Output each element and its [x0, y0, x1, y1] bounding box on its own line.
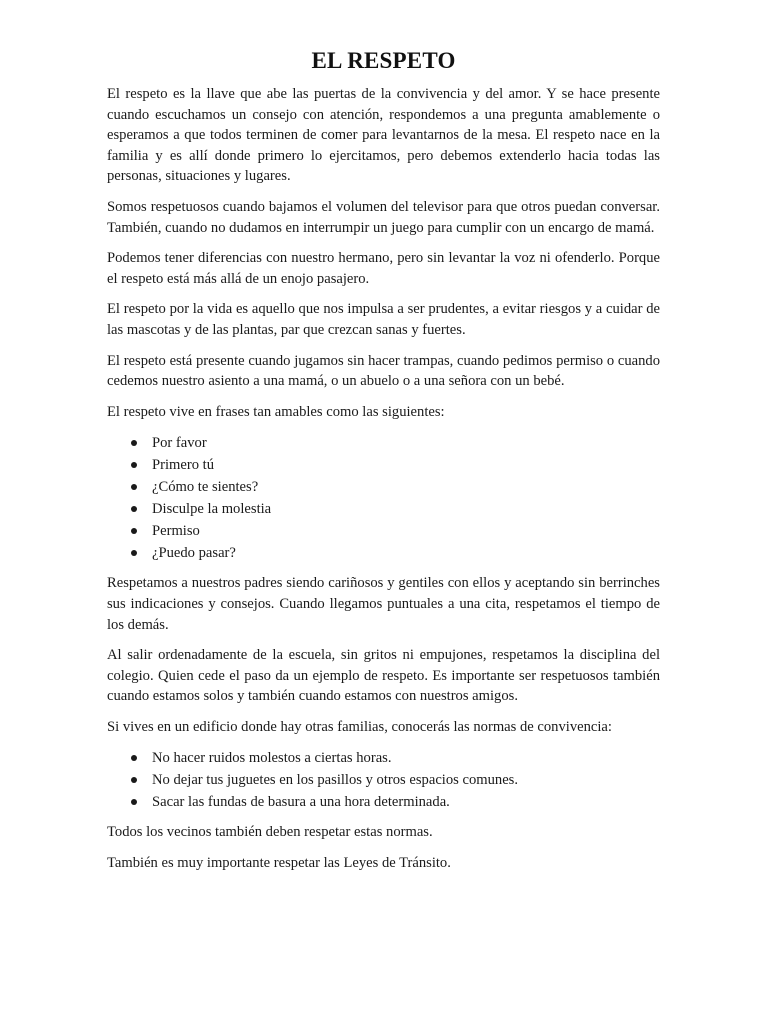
- rule-text: No dejar tus juguetes en los pasillos y otros espacios comunes.: [152, 772, 518, 789]
- list-item: [107, 476, 660, 498]
- paragraph-traffic: También es muy importante respetar las Leyes de Tránsito.: [107, 855, 451, 872]
- list-item: [107, 454, 660, 476]
- document-page: [107, 46, 660, 884]
- paragraph-intro: El respeto es la llave que abe las puertas de la convivencia y del amor. Y se hace presente cuando escuchamos un consejo con atención, respondemos a una pregunta amablemente o esperamos a que todos terminen de comer para levantarnos de la mesa. El respeto nace en la familia y es allí donde primero lo ejercitamos, pero debemos extenderlo hacia todas las personas, situaciones y lugares.: [107, 86, 660, 185]
- bullet-icon: [131, 440, 137, 446]
- bullet-icon: [131, 484, 137, 490]
- paragraph-life: El respeto por la vida es aquello que nos impulsa a ser prudentes, a evitar riesgos y a cuidar de las mascotas y de las plantas, par que crezcan sanas y fuertes.: [107, 301, 660, 338]
- paragraph-television: Somos respetuosos cuando bajamos el volumen del televisor para que otros puedan conversar. También, cuando no dudamos en interrumpir un juego para cumplir con un encargo de mamá.: [107, 198, 660, 236]
- rule-text: No hacer ruidos molestos a ciertas horas.: [152, 750, 392, 767]
- paragraph-games: El respeto está presente cuando jugamos sin hacer trampas, cuando pedimos permiso o cuando cedemos nuestro asiento a una mamá, o un abuelo o a una señora con un bebé.: [107, 352, 660, 390]
- bullet-icon: [131, 550, 137, 556]
- paragraph-parents: Respetamos a nuestros padres siendo cariñosos y gentiles con ellos y aceptando sin berrinches sus indicaciones y consejos. Cuando llegamos puntuales a una cita, respetamos el tiempo de los demás.: [107, 575, 660, 633]
- phrase-text: ¿Puedo pasar?: [152, 545, 236, 562]
- phrases-list: [107, 432, 660, 564]
- phrase-text: Primero tú: [152, 457, 215, 474]
- paragraph-school: Al salir ordenadamente de la escuela, sin gritos ni empujones, respetamos la disciplina del colegio. Quien cede el paso da un ejemplo de respeto. Es importante ser respetuosos también cuando estamos solos y también cuando estamos con nuestros amigos.: [107, 647, 660, 705]
- phrase-text: ¿Cómo te sientes?: [152, 479, 259, 496]
- bullet-icon: [131, 799, 137, 805]
- list-item: [107, 769, 660, 791]
- rule-text: Sacar las fundas de basura a una hora determinada.: [152, 794, 450, 811]
- paragraph-building: Si vives en un edificio donde hay otras familias, conocerás las normas de convivencia:: [107, 718, 612, 735]
- bullet-icon: [131, 777, 137, 783]
- list-item: [107, 542, 660, 564]
- bullet-icon: [131, 755, 137, 761]
- bullet-icon: [131, 506, 137, 512]
- list-item: [107, 498, 660, 520]
- paragraph-phrases-intro: El respeto vive en frases tan amables como las siguientes:: [107, 403, 445, 420]
- rules-list: [107, 747, 660, 813]
- list-item: [107, 432, 660, 454]
- list-item: [107, 747, 660, 769]
- bullet-icon: [131, 462, 137, 468]
- phrase-text: Por favor: [152, 435, 207, 452]
- list-item: [107, 791, 660, 813]
- document-title: EL RESPETO: [311, 48, 456, 73]
- phrase-text: Disculpe la molestia: [152, 501, 272, 518]
- bullet-icon: [131, 528, 137, 534]
- paragraph-brother: Podemos tener diferencias con nuestro hermano, pero sin levantar la voz ni ofenderlo. Porque el respeto está más allá de un enojo pasajero.: [107, 250, 660, 287]
- list-item: [107, 520, 660, 542]
- phrase-text: Permiso: [152, 523, 200, 540]
- paragraph-neighbors: Todos los vecinos también deben respetar estas normas.: [107, 824, 433, 841]
